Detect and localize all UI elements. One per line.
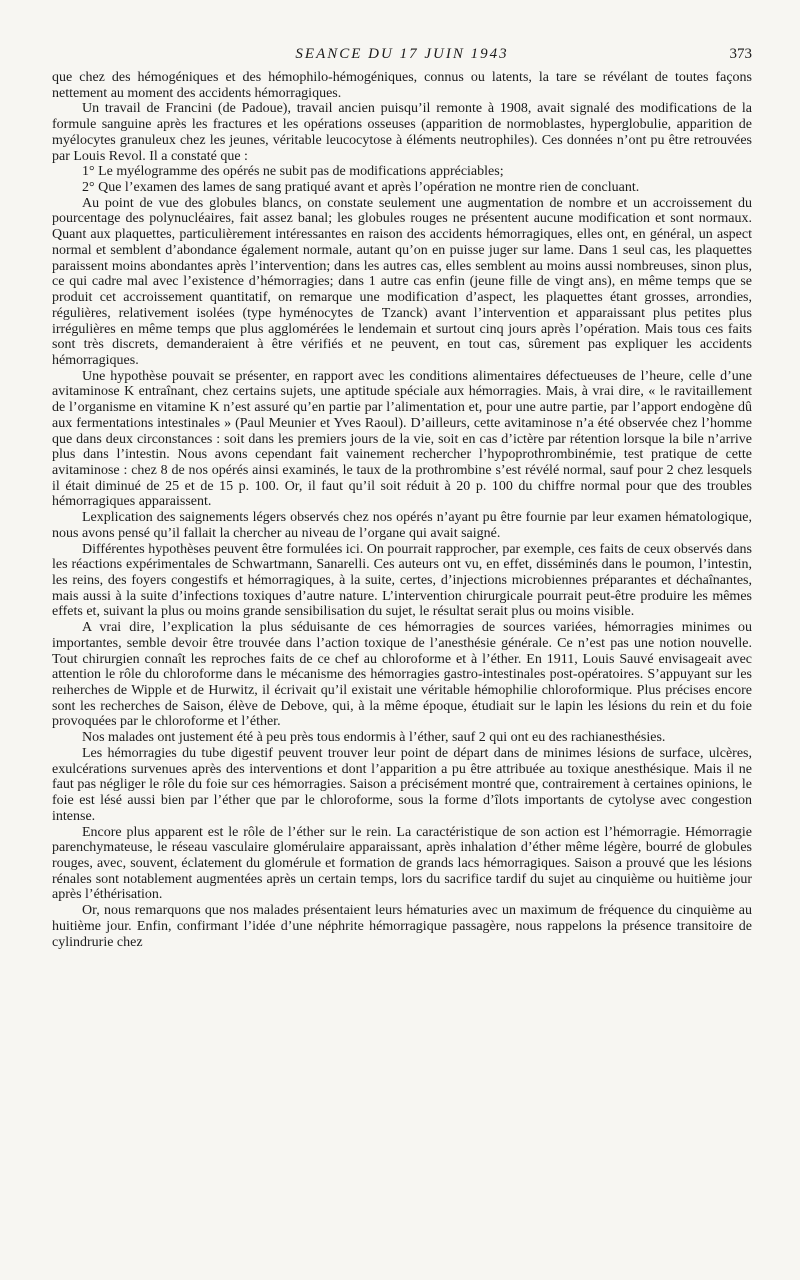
paragraph: Les hémorragies du tube digestif peuvent trouver leur point de départ dans de minimes lésions de surface, ulcères, exulcérations survenues après des interventions et dont l’apparition a pu être attribuée au toxique anesthésique. Mais il ne faut pas négliger le rôle du foie sur ces hémorragies. Saison a précisément montré que, contrairement à certaines opinions, le foie est lésé aussi bien par l’éther que par le chloroforme, sous la forme d’îlots importants de cytolyse avec congestion intense. (52, 745, 752, 824)
running-header (52, 40, 752, 70)
paragraph: Lexplication des saignements légers observés chez nos opérés n’ayant pu être fournie par leur examen hématologique, nous avons pensé qu’il fallait la chercher au niveau de l’organe qui avait saigné. (52, 510, 752, 541)
paragraph: Différentes hypothèses peuvent être formulées ici. On pourrait rapprocher, par exemple, ces faits de ceux observés dans les réactions expérimentales de Schwartmann, Sanarelli. Ces auteurs ont vu, en effet, disséminés dans le poumon, l’intestin, les reins, des foyers congestifs et hémorragiques, à la suite, certes, d’injections microbiennes préparantes et déchaînantes, mais aussi à la suite d’infections toxiques d’autre nature. L’intervention chirurgicale pourrait peut-être produire les mêmes effets et, suivant la plus ou moins grande sensibilisation du sujet, le résultat serait plus ou moins visible. (52, 541, 752, 620)
paragraph: Un travail de Francini (de Padoue), travail ancien puisqu’il remonte à 1908, avait signalé des modifications de la formule sanguine après les fractures et les opérations osseuses (apparition de normoblastes, hyperglobulie, apparition de myélocytes granuleux chez les jeunes, véritable leucocytose à éléments neutrophiles). Ces données n’ont pu être retrouvées par Louis Revol. Il a constaté que : (52, 101, 752, 164)
paragraph: A vrai dire, l’explication la plus séduisante de ces hémorragies de sources variées, hémorragies minimes ou importantes, semble devoir être trouvée dans l’action toxique de l’anesthésie générale. Ce n’est pas une notion nouvelle. Tout chirurgien connaît les reproches faits de ce chef au chloroforme et à l’éther. En 1911, Louis Sauvé envisageait avec attention le rôle du chloroforme dans le mécanisme des hémorragies gastro-intestinales post-opératoires. S’appuyant sur les reıherches de Wipple et de Hurwitz, il écrivait qu’il existait une véritable hémophilie chloroformique. Plus précises encore sont les recherches de Saison, élève de Debove, qui, à la même époque, étudiait sur le lapin les lésions du rein et du foie provoquées par le chloroforme et l’éther. (52, 620, 752, 730)
page (52, 40, 752, 950)
paragraph: Or, nous remarquons que nos malades présentaient leurs hématuries avec un maximum de fréquence du cinquième au huitième jour. Enfin, confirmant l’idée d’une néphrite hémorragique passagère, nous rappelons la présence transitoire de cylindrurie chez (52, 903, 752, 950)
paragraph: que chez des hémogéniques et des hémophilo-hémogéniques, connus ou latents, la tare se révélant de toutes façons nettement au moment des accidents hémorragiques. (52, 70, 752, 101)
page-number: 373 (729, 46, 752, 62)
paragraph: Nos malades ont justement été à peu près tous endormis à l’éther, sauf 2 qui ont eu des rachianesthésies. (82, 730, 666, 746)
paragraph: 1° Le myélogramme des opérés ne subit pas de modifications appréciables; (82, 164, 504, 180)
paragraph: Encore plus apparent est le rôle de l’éther sur le rein. La caractéristique de son action est l’hémorragie. Hémorragie parenchymateuse, le réseau vasculaire glomérulaire apparaissant, après inhalation d’éther même légère, bourré de globules rouges, avec, souvent, éclatement du glomérule et formation de grands lacs hémorragiques. Saison a prouvé que les lésions rénales sont notablement augmentées après un certain temps, lors du sacrifice tardif du sujet au cinquième ou huitième jour après l’éthérisation. (52, 824, 752, 903)
paragraph: Une hypothèse pouvait se présenter, en rapport avec les conditions alimentaires défectueuses de l’heure, celle d’une avitaminose K entraînant, chez certains sujets, une aptitude spéciale aux hémorragies. Mais, à vrai dire, « le ravitaillement de l’organisme en vitamine K n’est assuré qu’en partie par l’alimentation et, pour une autre partie, par l’apport endogène dû aux fermentations intestinales » (Paul Meunier et Yves Raoul). D’ailleurs, cette avitaminose n’a été observée chez l’homme que dans deux circonstances : soit dans les premiers jours de la vie, soit en cas d’ictère par rétention lorsque la bile n’arrive plus dans l’intestin. Nous avons cependant fait vainement rechercher l’hypoprothrombinémie, test pratique de cette avitaminose : chez 8 de nos opérés ainsi examinés, le taux de la prothrombine s’est révélé normal, sauf pour 2 chez lesquels il était diminué de 25 et de 15 p. 100. Or, il faut qu’il soit réduit à 20 p. 100 du chiffre normal pour que des troubles hémorragiques apparaissent. (52, 368, 752, 510)
paragraph: 2° Que l’examen des lames de sang pratiqué avant et après l’opération ne montre rien de concluant. (82, 180, 640, 196)
paragraph: Au point de vue des globules blancs, on constate seulement une augmentation de nombre et un accroissement du pourcentage des polynucléaires, fait assez banal; les globules rouges ne présentent aucune modification et sont normaux. Quant aux plaquettes, particulièrement intéressantes en raison des accidents hémorragiques, elles ont, en général, un aspect normal et semblent d’abondance également normale, autant qu’on en puisse juger sur lame. Dans 1 seul cas, les plaquettes paraissent moins abondantes après l’intervention; dans les autres cas, elles semblent au moins aussi nombreuses, sinon plus, ce qui cadre mal avec l’existence d’hémorragies; dans 1 autre cas enfin (jeune fille de vingt ans), en même temps que se produit cet accroissement quantitatif, on remarque une modification d’aspect, les plaquettes étant grosses, arrondies, régulières, relativement isolées (type hyménocytes de Tzanck) avant l’intervention et apparaissant plus petites plus irrégulières en même temps que plus agglomérées le lendemain et surtout cinq jours après l’opération. Mais tous ces faits sont très discrets, demanderaient à être vérifiés et ne peuvent, en tout cas, sûrement pas expliquer les accidents hémorragiques. (52, 195, 752, 368)
running-title: SEANCE DU 17 JUIN 1943 (295, 46, 509, 62)
body-text (52, 70, 752, 950)
